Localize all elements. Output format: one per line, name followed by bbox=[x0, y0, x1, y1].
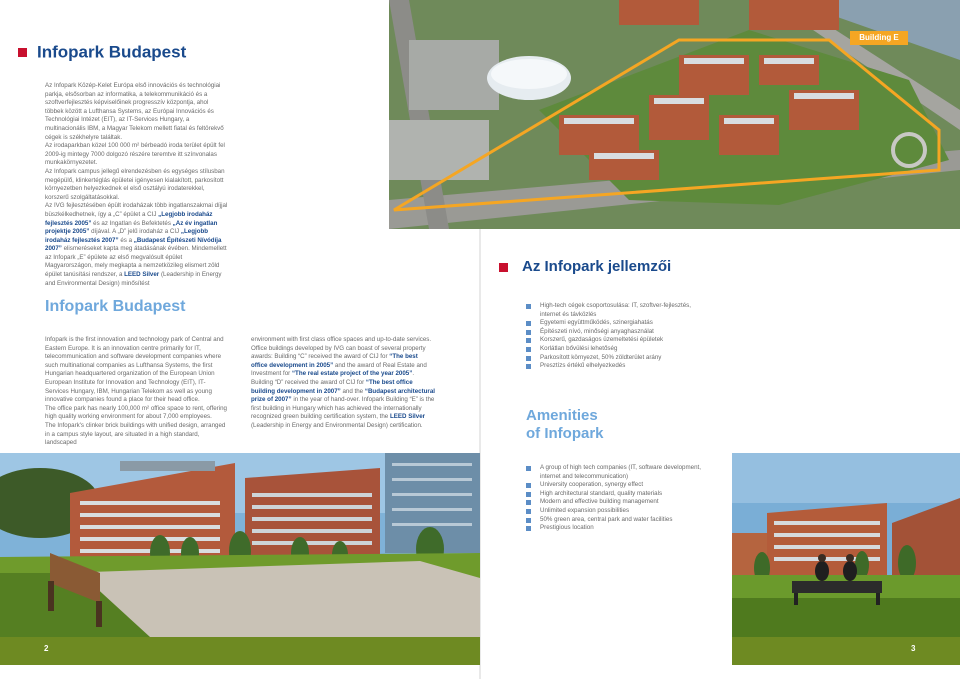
bullet-square-icon bbox=[526, 364, 531, 369]
features-title-hu: Az Infopark jellemzői bbox=[499, 258, 671, 275]
campus-photo bbox=[0, 453, 480, 637]
list-item: Korlátlan bővülési lehetőség bbox=[513, 345, 703, 354]
bench-photo bbox=[732, 453, 960, 637]
bullet-square-icon bbox=[526, 500, 531, 505]
bullet-square-icon bbox=[526, 321, 531, 326]
page-title-hu: Infopark Budapest bbox=[18, 42, 186, 63]
hu-paragraph: Az irodaparkban közel 100 000 m² bérbeadó iroda terület épült fel 2009-ig mintegy 7000 dolgozó részére teremtve itt színvonalas munkakörnyezetet. bbox=[45, 142, 225, 167]
award-name: „Az év ingatlan projektje 2005” bbox=[45, 219, 218, 236]
award-name: „Budapest Építészeti Nívódíja 2007” bbox=[45, 236, 222, 253]
features-list-hu bbox=[513, 302, 703, 371]
section-title-en: Infopark Budapest bbox=[45, 298, 186, 315]
list-item: 50% green area, central park and water facilities bbox=[513, 516, 718, 525]
page-number-left: 2 bbox=[44, 644, 49, 653]
amenities-list-en bbox=[513, 464, 718, 533]
list-item: Presztízs értékű elhelyezkedés bbox=[513, 362, 703, 371]
award-name: “The best office development in 2005” bbox=[251, 353, 418, 369]
award-name: „Legjobb irodaház fejlesztés 2005” bbox=[45, 210, 213, 227]
building-e-label: Building E bbox=[850, 31, 908, 45]
award-name: “The real estate project of the year 2005” bbox=[291, 370, 413, 378]
en-paragraph: The office park has nearly 100,000 m² office space to rent, offering high quality working environment for about 7,000 employees. bbox=[45, 404, 227, 421]
en-paragraph: Infopark is the first innovation and technology park of Central and Eastern Europe. It is an innovation centre primarily for IT, telecommunication and software development companies where such multinational companies as Lufthansa Systems, the first Hungarian headquartered organization of the European Union European Institute for Innovation and Technology (EIT), IT-Services Hungary, IBM, Hungarian Telekom as well as young innovative companies found a place for their head office. bbox=[45, 336, 224, 404]
bullet-square-icon bbox=[526, 483, 531, 488]
list-item: Modern and effective building management bbox=[513, 498, 718, 507]
bullet-square-icon bbox=[526, 492, 531, 497]
page-number-right: 3 bbox=[911, 644, 916, 653]
award-name: „Legjobb irodaház fejlesztés 2007” bbox=[45, 228, 209, 244]
bullet-square-icon bbox=[526, 509, 531, 514]
list-item: Unlimited expansion possibilities bbox=[513, 507, 718, 516]
bullet-square-icon bbox=[526, 526, 531, 531]
award-name: “Budapest architectural prize of 2007” bbox=[251, 387, 436, 404]
bullet-square-icon bbox=[526, 518, 531, 523]
leed-label: LEED Silver bbox=[389, 413, 426, 421]
list-item: University cooperation, synergy effect bbox=[513, 481, 718, 490]
bullet-square-icon bbox=[526, 347, 531, 352]
en-text-col2: environment with first class office spaces and up-to-date services. Office buildings developed by IVG can boast of several property awards: Building “C” received the award of CIJ for “The best office development in 2005” and the award of Real Estate and Investment for “The real estate project of the year 2005”. Building “D” received the award of CIJ for “The best office building development in 2007” and the “Budapest architectural prize of 2007” in the year of hand-over. Infopark Building “E” is the first building in Hungary which has achieved the internationally recognized green building certification system, the LEED Silver (Leadership in Energy and Environmental Design) certification. bbox=[251, 336, 436, 429]
hu-awards-paragraph: Az IVG fejlesztésében épült irodaházak több ingatlanszakmai díjjal büszkélkedhetnek, így a „C” épület a CIJ „Legjobb irodaház fejlesztés 2005” és az Ingatlan és Befektetés „Az év ingatlan projektje 2005” díjával. A „D” jelű irodaház a CIJ „Legjobb irodaház fejlesztés 2007” és a „Budapest Építészeti Nívódíja 2007” elismeréseket kapta meg átadásának évében. Mindemellett az Infopark „E” épülete az első megvalósult épület Magyarországon, mely megkapta a nemzetközileg elismert zöld épület tanúsítási rendszer, a LEED Silver (Leadership in Energy and Environmental Design) minősítést bbox=[45, 202, 228, 287]
hu-paragraph: Az Infopark Közép-Kelet Európa első innovációs és technológiai parkja, elsősorban az informatika, a telekommunikáció és a szoftverfejlesztés képviselőinek progresszív központja, ahol többek között a Lufthansa Systems, az Európai Innovációs és Technológiai Intézet (EIT), az IT-Services Hungary, a multinacionális IBM, a Magyar Telekom mellett fiatal és feltörekvő cégek is székhelyre találtak. bbox=[45, 82, 224, 141]
list-item: High-tech cégek csoportosulása: IT, szoftver-fejlesztés, internet és távközlés bbox=[513, 302, 703, 319]
en-text-col1 bbox=[45, 336, 229, 448]
en-paragraph: The Infopark's clinker brick buildings with unified design, arranged in a campus style layout, are situated in a high standard, landscaped bbox=[45, 421, 226, 447]
red-square-icon bbox=[18, 48, 27, 57]
list-item: Korszerű, gazdaságos üzemeltetési épületek bbox=[513, 336, 703, 345]
bullet-square-icon bbox=[526, 304, 531, 309]
list-item: Prestigious location bbox=[513, 524, 718, 533]
bullet-square-icon bbox=[526, 356, 531, 361]
list-item: Parkosított környezet, 50% zöldterület arány bbox=[513, 354, 703, 363]
amenities-title-en: Amenities of Infopark bbox=[526, 407, 604, 442]
hu-intro-text bbox=[45, 82, 228, 288]
list-item: Egyetemi együttműködés, szinergiahatás bbox=[513, 319, 703, 328]
red-square-icon bbox=[499, 263, 508, 272]
bench-photo-illustration bbox=[732, 453, 960, 637]
bullet-square-icon bbox=[526, 338, 531, 343]
award-name: “The best office building development in 2007” bbox=[251, 378, 413, 395]
leed-label: LEED Silver bbox=[124, 271, 160, 279]
bullet-square-icon bbox=[526, 466, 531, 471]
hu-paragraph: Az Infopark campus jellegű elrendezésben és egységes stílusban megépülő, klinkertéglás épületei igényesen kialakított, parkosított környezetben helyezkednek el első osztályú irodaterekkel, korszerű szolgáltatásokkal. bbox=[45, 167, 225, 201]
list-item: A group of high tech companies (IT, software development, internet and telecommunication) bbox=[513, 464, 718, 481]
footer-strip-right bbox=[732, 637, 960, 665]
list-item: Építészeti nívó, minőségi anyaghasználat bbox=[513, 328, 703, 337]
campus-photo-illustration bbox=[0, 453, 480, 637]
list-item: High architectural standard, quality materials bbox=[513, 490, 718, 499]
footer-strip-left bbox=[0, 637, 480, 665]
bullet-square-icon bbox=[526, 330, 531, 335]
